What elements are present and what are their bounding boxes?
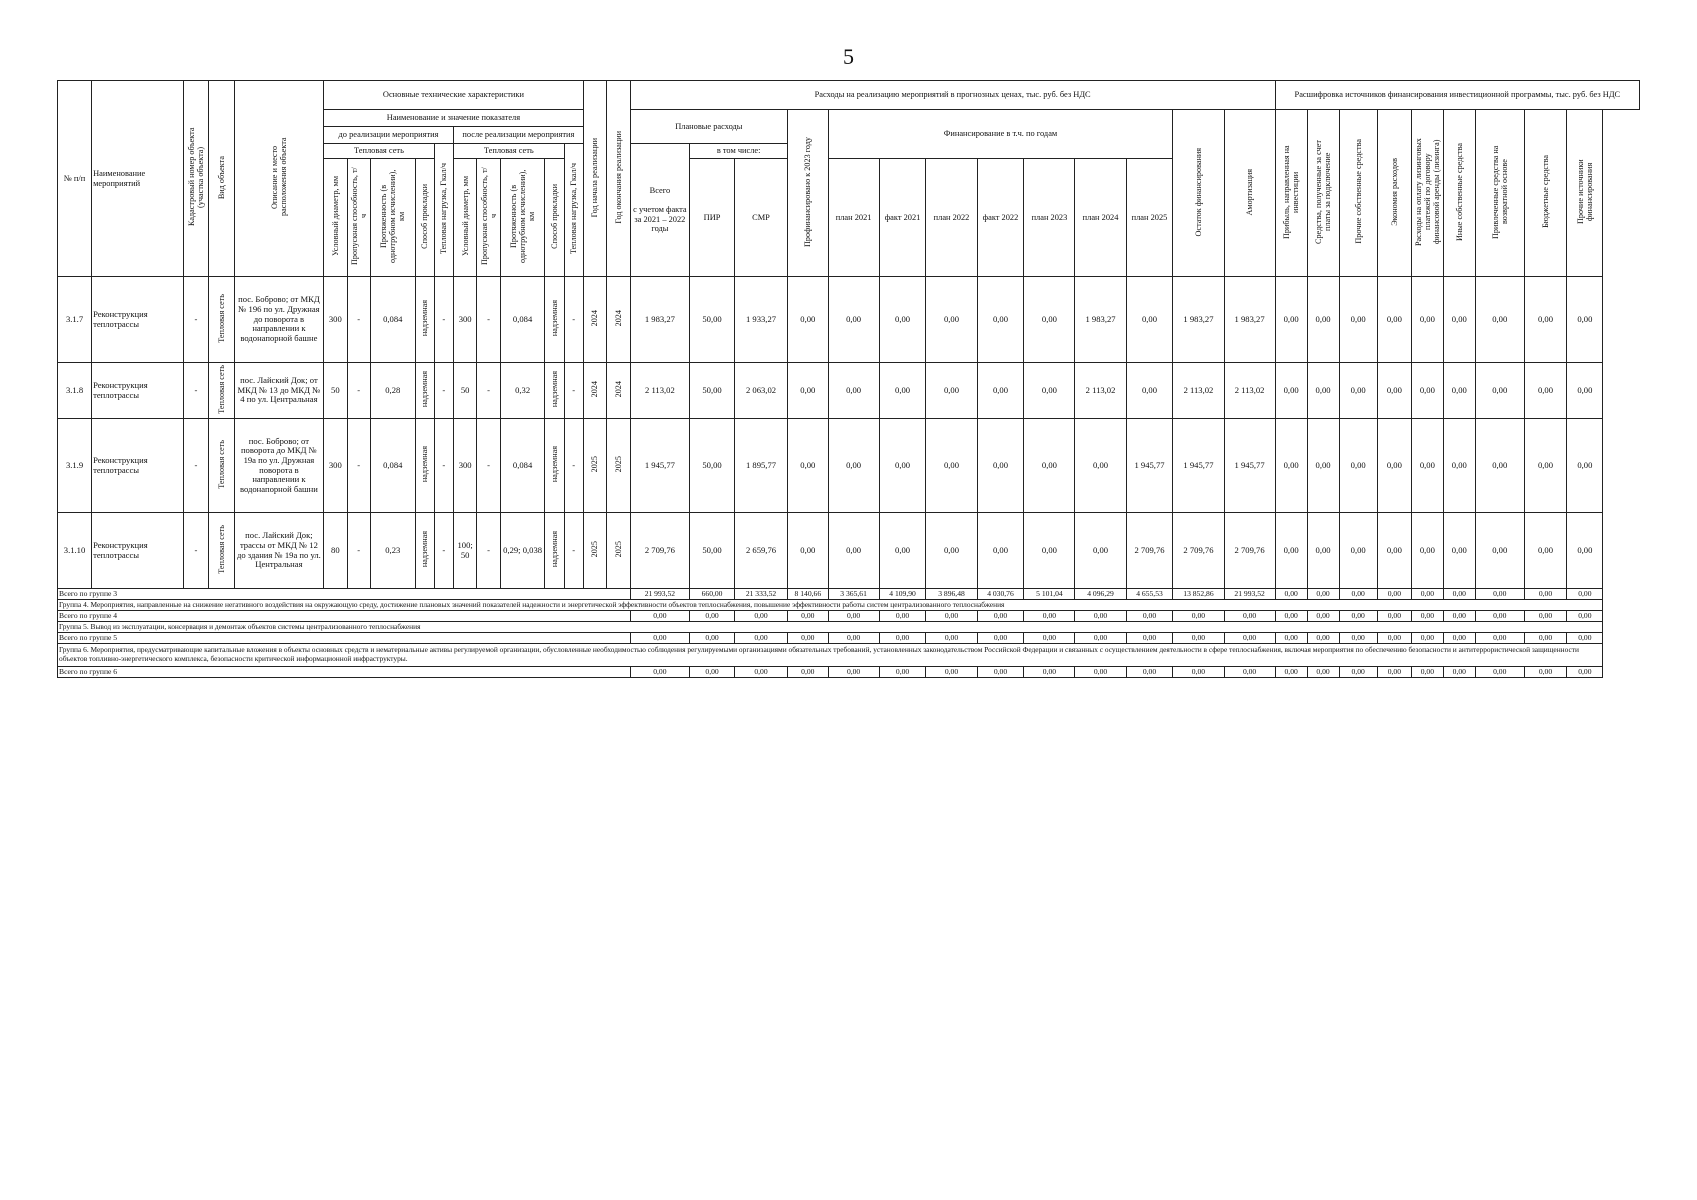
header-src-6: Иные собственные средства — [1454, 142, 1464, 241]
header-indicator: Наименование и значение показателя — [324, 110, 584, 127]
header-src-5: Расходы на оплату лизинговых платежей по договору финансовой аренды (лизинга) — [1413, 137, 1441, 246]
group-4-title: Группа 4. Мероприятия, направленные на снижение негативного воздействия на окружающую среду, достижение плановых значений показателей надежности и энергетической эффективности объектов теплоснабжения, повышение эффективности работы систем централизованного теплоснабжения — [58, 600, 1640, 611]
header-prefin: Профинансировано к 2023 году — [803, 136, 813, 247]
total-row-group-4: Всего по группе 4 0,00 0,00 0,00 0,00 0,00 0,00 0,00 0,00 0,00 0,00 0,00 0,00 0,00 0,00 0,00 0,00 0,00 0,00 0,00 0,00 0,00 0,00 — [58, 611, 1640, 622]
header-year-4: план 2023 — [1024, 159, 1075, 277]
header-length-after: Протяженность (в однотрубном исчислении), км — [509, 169, 537, 263]
header-src-9: Прочие источники финансирования — [1575, 159, 1594, 225]
header-network-after: Тепловая сеть — [453, 144, 564, 159]
header-src-1: Прибыль, направленная на инвестиции — [1282, 144, 1301, 239]
investment-program-table — [57, 80, 1640, 678]
group-5-title: Группа 5. Вывод из эксплуатации, консервация и демонтаж объектов системы централизованного теплоснабжения — [58, 622, 1640, 633]
header-src-0: Амортизация — [1245, 168, 1255, 216]
header-including: в том числе: — [690, 144, 788, 159]
header-load-before: Тепловая нагрузка, Гкал/ч — [439, 163, 449, 255]
total-row-group-5: Всего по группе 5 0,00 0,00 0,00 0,00 0,00 0,00 0,00 0,00 0,00 0,00 0,00 0,00 0,00 0,00 0,00 0,00 0,00 0,00 0,00 0,00 0,00 0,00 — [58, 633, 1640, 644]
total-row-group-6: Всего по группе 6 0,00 0,00 0,00 0,00 0,00 0,00 0,00 0,00 0,00 0,00 0,00 0,00 0,00 0,00 0,00 0,00 0,00 0,00 0,00 0,00 0,00 0,00 — [58, 667, 1640, 678]
header-src-2: Средства, полученные за счет платы за подключение — [1314, 139, 1333, 244]
header-src-4: Экономия расходов — [1389, 157, 1399, 226]
table-row: 3.1.10 Реконструкция теплотрассы - Тепловая сеть пос. Лайский Док; трассы от МКД № 12 до здания № 19а по ул. Центральная 80 - 0,23 надземная - 100; 50 - 0,29; 0,038 надземная - 2025 2025 2 709,76 50,00 2 659,76 0,00 0,00 0,00 0,00 0,00 0,00 0,00 2 709,76 2 709,76 2 709,76 0,00 0,00 0,00 0,00 0,00 0,00 0,00 0,00 0,00 — [58, 513, 1640, 589]
header-fin-years: Финансирование в т.ч. по годам — [828, 110, 1173, 159]
header-src-3: Прочие собственные средства — [1353, 139, 1363, 245]
header-network-before: Тепловая сеть — [324, 144, 435, 159]
header-location: Описание и место расположения объекта — [269, 138, 288, 217]
header-cadastral: Кадастровый номер объекта (участка объекта) — [186, 128, 205, 227]
header-src-8: Бюджетные средства — [1540, 155, 1550, 229]
table-row: 3.1.9 Реконструкция теплотрассы - Тепловая сеть пос. Боброво; от поворота до МКД № 19а по ул. Дружная поворота в направлении к водонапорной башни 300 - 0,084 надземная - 300 - 0,084 надземная - 2025 2025 1 945,77 50,00 1 895,77 0,00 0,00 0,00 0,00 0,00 0,00 0,00 1 945,77 1 945,77 1 945,77 0,00 0,00 0,00 0,00 0,00 0,00 0,00 0,00 0,00 — [58, 419, 1640, 513]
group-6-title: Группа 6. Мероприятия, предусматривающие капитальные вложения в объекты основных средств и нематериальные активы регулируемой организации, обусловленные необходимостью соблюдения регулируемыми организациями обязательных требований, установленных законодательством Российской Федерации и связанных с осуществлением деятельности в сфере теплоснабжения, включая мероприятия по обеспечению безопасности и антитеррористической защищенности объектов топливно-энергетического комплекса, безопасности критической информационной инфраструктуры. — [58, 644, 1640, 667]
header-diameter-before: Условный диаметр, мм — [330, 176, 340, 257]
header-after: после реализации мероприятия — [453, 127, 583, 144]
header-capacity-after: Пропускная способность, т/ч — [479, 167, 498, 266]
header-before: до реализации мероприятия — [324, 127, 454, 144]
header-year-0: план 2021 — [828, 159, 879, 277]
header-smr: СМР — [734, 159, 787, 277]
header-year-2: план 2022 — [926, 159, 977, 277]
header-capacity-before: Пропускная способность, т/ч — [349, 167, 368, 266]
header-year-3: факт 2022 — [977, 159, 1024, 277]
header-year-5: план 2024 — [1075, 159, 1126, 277]
header-laying-before: Способ прокладки — [420, 183, 430, 249]
header-load-after: Тепловая нагрузка, Гкал/ч — [569, 163, 579, 255]
header-year-1: факт 2021 — [879, 159, 926, 277]
table-row: 3.1.7 Реконструкция теплотрассы - Тепловая сеть пос. Боброво; от МКД № 196 по ул. Дружная до поворота в направлении к водонапорной башне 300 - 0,084 надземная - 300 - 0,084 надземная - 2024 2024 1 983,27 50,00 1 933,27 0,00 0,00 0,00 0,00 0,00 0,00 1 983,27 0,00 1 983,27 1 983,27 0,00 0,00 0,00 0,00 0,00 0,00 0,00 0,00 0,00 — [58, 277, 1640, 363]
header-name: Наименование мероприятий — [92, 81, 184, 277]
header-pir: ПИР — [690, 159, 735, 277]
header-year-6: план 2025 — [1126, 159, 1173, 277]
header-expenses: Расходы на реализацию мероприятий в прогнозных ценах, тыс. руб. без НДС — [630, 81, 1275, 110]
header-year-end: Год окончания реализации — [613, 131, 623, 224]
header-laying-after: Способ прокладки — [550, 183, 560, 249]
table-row: 3.1.8 Реконструкция теплотрассы - Тепловая сеть пос. Лайский Док; от МКД № 13 до МКД № 4 по ул. Центральная 50 - 0,28 надземная - 50 - 0,32 надземная - 2024 2024 2 113,02 50,00 2 063,02 0,00 0,00 0,00 0,00 0,00 0,00 2 113,02 0,00 2 113,02 2 113,02 0,00 0,00 0,00 0,00 0,00 0,00 0,00 0,00 0,00 — [58, 363, 1640, 419]
header-length-before: Протяженность (в однотрубном исчислении), км — [379, 169, 407, 263]
page-number: 5 — [843, 44, 854, 69]
header-src-7: Привлеченные средства на возвратной основе — [1490, 145, 1509, 239]
total-row-group-3: Всего по группе 3 21 993,52 660,00 21 333,52 8 140,66 3 365,61 4 109,90 3 896,48 4 030,76 5 101,04 4 096,29 4 655,53 13 852,86 21 993,52 0,00 0,00 0,00 0,00 0,00 0,00 0,00 0,00 0,00 — [58, 589, 1640, 600]
header-year-start: Год начала реализации — [590, 137, 600, 217]
header-sources: Расшифровка источников финансирования инвестиционной программы, тыс. руб. без НДС — [1275, 81, 1639, 110]
header-num: № п/п — [58, 81, 92, 277]
header-object-type: Вид объекта — [216, 155, 226, 199]
header-planned: Плановые расходы — [630, 110, 788, 144]
header-diameter-after: Условный диаметр, мм — [460, 176, 470, 257]
header-tech: Основные технические характеристики — [324, 81, 584, 110]
header-total: Всего с учетом факта за 2021 – 2022 годы — [630, 144, 690, 277]
header-remaining: Остаток финансирования — [1193, 147, 1203, 237]
